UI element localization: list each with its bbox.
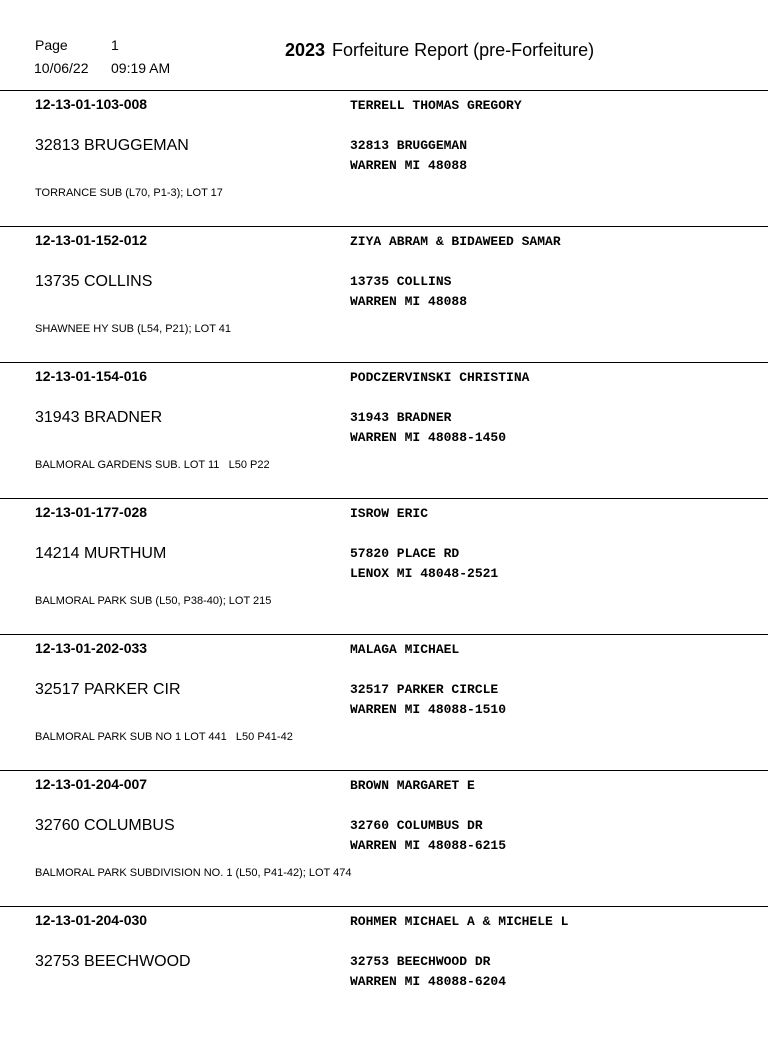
owner-name: ISROW ERIC — [350, 506, 429, 521]
mailing-address-line1: 57820 PLACE RD — [350, 546, 460, 561]
mailing-address-line1: 13735 COLLINS — [350, 274, 452, 289]
property-address: 32760 COLUMBUS — [35, 817, 175, 834]
mailing-address-line2: WARREN MI 48088-1510 — [350, 702, 507, 717]
report-title-text: Forfeiture Report (pre-Forfeiture) — [332, 40, 595, 60]
property-address: 32813 BRUGGEMAN — [35, 137, 189, 154]
mailing-address-line1: 31943 BRADNER — [350, 410, 452, 425]
property-address: 14214 MURTHUM — [35, 545, 167, 562]
parcel-id: 12-13-01-154-016 — [35, 368, 148, 384]
owner-name: ZIYA ABRAM & BIDAWEED SAMAR — [350, 234, 561, 249]
legal-description: BALMORAL PARK SUB NO 1 LOT 441 L50 P41-42 — [35, 731, 293, 743]
report-date: 10/06/22 — [34, 60, 89, 76]
legal-description: SHAWNEE HY SUB (L54, P21); LOT 41 — [35, 323, 232, 335]
parcel-id: 12-13-01-202-033 — [35, 640, 148, 656]
report-title-year: 2023 — [285, 40, 326, 60]
owner-name: PODCZERVINSKI CHRISTINA — [350, 370, 530, 385]
legal-description: TORRANCE SUB (L70, P1-3); LOT 17 — [35, 187, 223, 199]
property-address: 32753 BEECHWOOD — [35, 953, 191, 970]
page-number: 1 — [111, 37, 119, 53]
mailing-address-line2: WARREN MI 48088-1450 — [350, 430, 507, 445]
property-address: 31943 BRADNER — [35, 409, 163, 426]
report-header — [0, 0, 768, 90]
parcel-id: 12-13-01-204-007 — [35, 776, 148, 792]
parcel-record — [0, 226, 768, 362]
owner-name: ROHMER MICHAEL A & MICHELE L — [350, 914, 569, 929]
legal-description: BALMORAL PARK SUB (L50, P38-40); LOT 215 — [35, 595, 272, 607]
mailing-address-line1: 32813 BRUGGEMAN — [350, 138, 468, 153]
mailing-address-line2: WARREN MI 48088 — [350, 158, 468, 173]
mailing-address-line2: WARREN MI 48088 — [350, 294, 468, 309]
legal-description: BALMORAL PARK SUBDIVISION NO. 1 (L50, P41-42); LOT 474 — [35, 867, 352, 879]
parcel-record — [0, 362, 768, 498]
parcel-id: 12-13-01-152-012 — [35, 232, 148, 248]
mailing-address-line1: 32517 PARKER CIRCLE — [350, 682, 499, 697]
property-address: 13735 COLLINS — [35, 273, 153, 290]
owner-name: BROWN MARGARET E — [350, 778, 475, 793]
report-time: 09:19 AM — [111, 60, 171, 76]
parcel-id: 12-13-01-103-008 — [35, 96, 148, 112]
mailing-address-line2: LENOX MI 48048-2521 — [350, 566, 499, 581]
mailing-address-line2: WARREN MI 48088-6204 — [350, 974, 507, 989]
page-label: Page — [35, 37, 68, 53]
mailing-address-line2: WARREN MI 48088-6215 — [350, 838, 507, 853]
parcel-record — [0, 498, 768, 634]
mailing-address-line1: 32753 BEECHWOOD DR — [350, 954, 491, 969]
legal-description: BALMORAL GARDENS SUB. LOT 11 L50 P22 — [35, 459, 270, 471]
mailing-address-line1: 32760 COLUMBUS DR — [350, 818, 483, 833]
report-title — [285, 40, 594, 61]
parcel-id: 12-13-01-204-030 — [35, 912, 148, 928]
parcel-record — [0, 906, 768, 1042]
owner-name: TERRELL THOMAS GREGORY — [350, 98, 522, 113]
parcel-record-list — [0, 90, 768, 1042]
owner-name: MALAGA MICHAEL — [350, 642, 460, 657]
parcel-record — [0, 634, 768, 770]
property-address: 32517 PARKER CIR — [35, 681, 181, 698]
parcel-record — [0, 90, 768, 226]
parcel-record — [0, 770, 768, 906]
parcel-id: 12-13-01-177-028 — [35, 504, 148, 520]
